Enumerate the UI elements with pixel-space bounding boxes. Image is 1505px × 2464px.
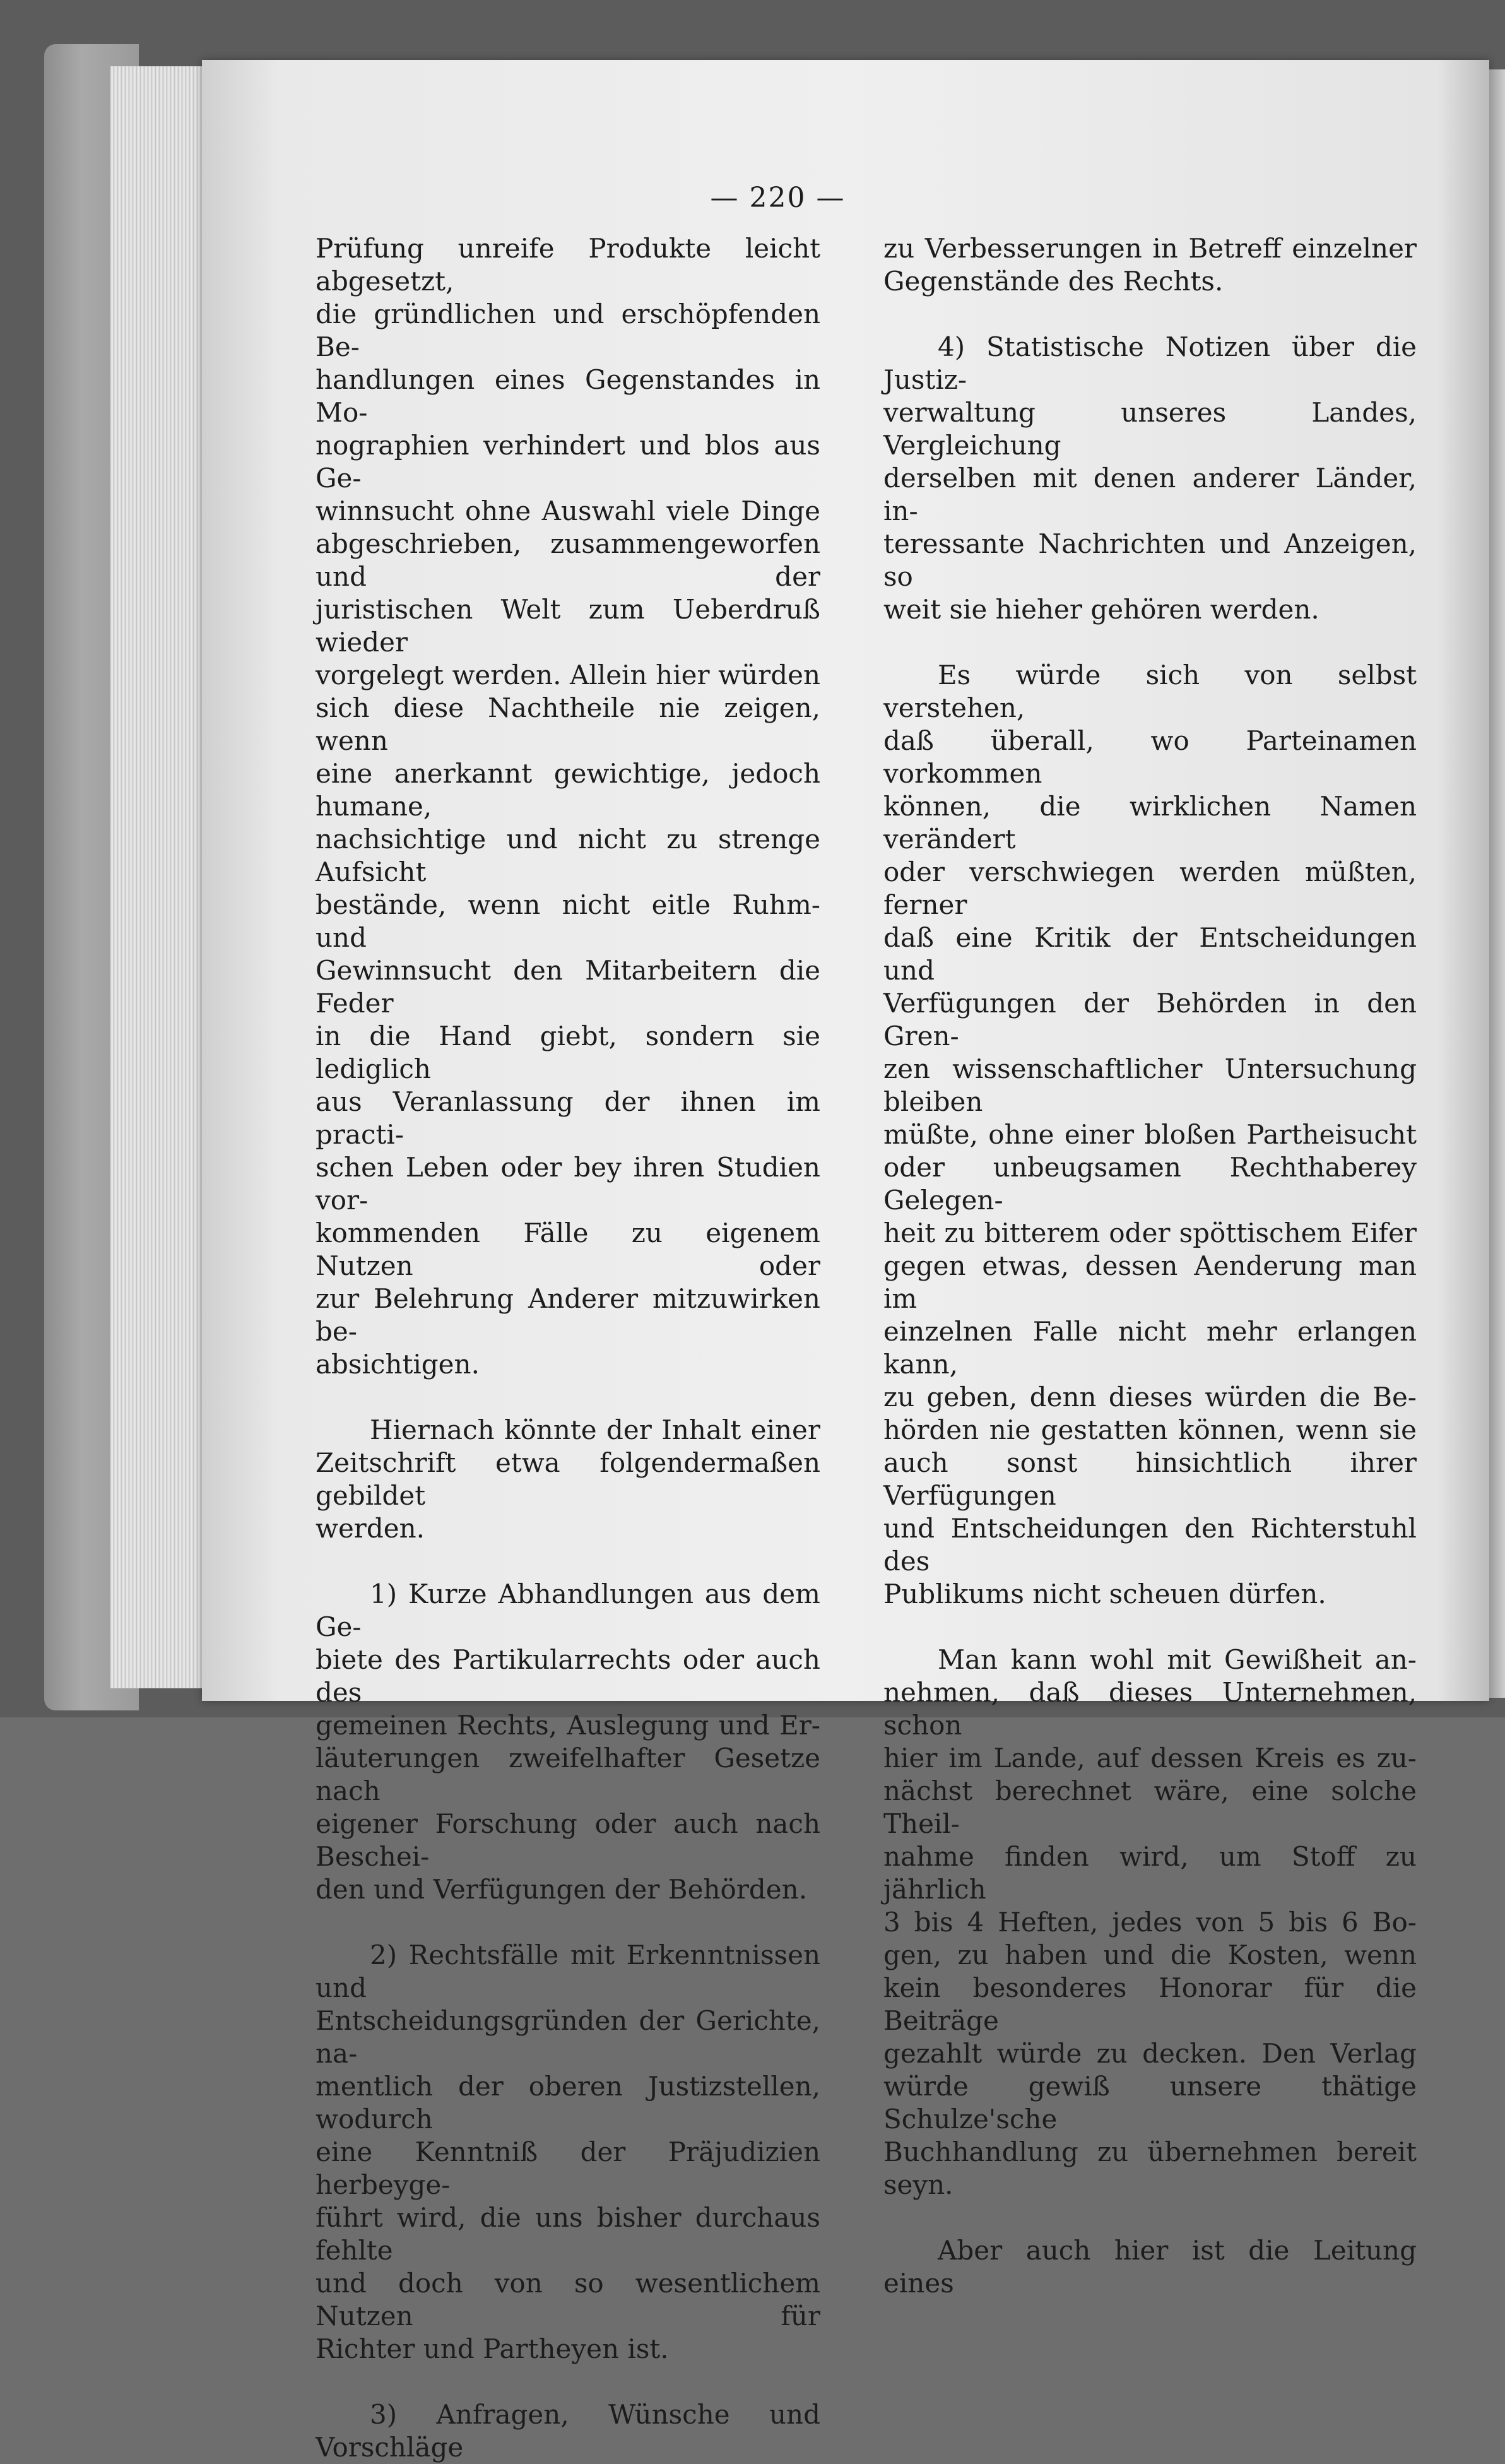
text-line: auch sonst hinsichtlich ihrer Verfügungen bbox=[883, 1447, 1417, 1511]
text-line: absichtigen. bbox=[316, 1349, 480, 1380]
text-line: und doch von so wesentlichem Nutzen für bbox=[316, 2268, 820, 2331]
text-line: Richter und Partheyen ist. bbox=[316, 2333, 669, 2364]
text-line: gezahlt würde zu decken. Den Verlag bbox=[883, 2038, 1417, 2069]
text-line: daß eine Kritik der Entscheidungen und bbox=[883, 922, 1417, 986]
left-column bbox=[316, 232, 820, 2464]
text-line: Gegenstände des Rechts. bbox=[883, 266, 1224, 297]
text-line: 3) Anfragen, Wünsche und Vorschläge bbox=[316, 2399, 820, 2463]
text-line: eine anerkannt gewichtige, jedoch humane, bbox=[316, 758, 820, 822]
text-line: gen, zu haben und die Kosten, wenn bbox=[883, 1940, 1417, 1970]
text-line: abgeschrieben, zusammengeworfen und der bbox=[316, 528, 820, 592]
paragraph bbox=[316, 2398, 820, 2464]
text-line: Hiernach könnte der Inhalt einer bbox=[370, 1414, 820, 1445]
text-line: zu geben, denn dieses würden die Be- bbox=[883, 1382, 1417, 1413]
text-line: Man kann wohl mit Gewißheit an- bbox=[938, 1644, 1417, 1675]
text-line: müßte, ohne einer bloßen Partheisucht bbox=[883, 1119, 1417, 1150]
paragraph bbox=[316, 1939, 820, 2366]
text-line: führt wird, die uns bisher durchaus fehlte bbox=[316, 2202, 820, 2266]
paragraph bbox=[316, 232, 820, 1381]
text-line: mentlich der oberen Justizstellen, wodurch bbox=[316, 2071, 820, 2135]
text-line: Gewinnsucht den Mitarbeitern die Feder bbox=[316, 955, 820, 1019]
text-line: nächst berechnet wäre, eine solche Theil- bbox=[883, 1775, 1417, 1839]
page-edges bbox=[110, 66, 205, 1688]
text-line: gemeinen Rechts, Auslegung und Er- bbox=[316, 1710, 820, 1741]
text-line: winnsucht ohne Auswahl viele Dinge bbox=[316, 495, 820, 526]
text-line: Es würde sich von selbst verstehen, bbox=[883, 660, 1417, 723]
text-line: nographien verhindert und blos aus Ge- bbox=[316, 430, 820, 494]
text-line: kommenden Fälle zu eigenem Nutzen oder bbox=[316, 1217, 820, 1281]
page-number: — 220 — bbox=[710, 182, 846, 214]
text-line: Verfügungen der Behörden in den Gren- bbox=[883, 988, 1417, 1051]
text-line: oder unbeugsamen Rechthaberey Gelegen- bbox=[883, 1152, 1417, 1216]
text-line: eine Kenntniß der Präjudizien herbeyge- bbox=[316, 2136, 820, 2200]
text-line: weit sie hieher gehören werden. bbox=[883, 594, 1319, 625]
paragraph bbox=[883, 1644, 1417, 2201]
text-line: gegen etwas, dessen Aenderung man im bbox=[883, 1250, 1417, 1314]
text-line: teressante Nachrichten und Anzeigen, so bbox=[883, 528, 1417, 592]
text-line: werden. bbox=[316, 1513, 425, 1544]
text-line: nehmen, daß dieses Unternehmen, schon bbox=[883, 1677, 1417, 1741]
text-line: eigener Forschung oder auch nach Beschei- bbox=[316, 1808, 820, 1872]
text-line: hier im Lande, auf dessen Kreis es zu- bbox=[883, 1743, 1417, 1774]
right-column bbox=[883, 232, 1417, 2300]
text-line: verwaltung unseres Landes, Vergleichung bbox=[883, 397, 1417, 461]
text-line: Prüfung unreife Produkte leicht abgesetzt, bbox=[316, 233, 820, 297]
text-line: Publikums nicht scheuen dürfen. bbox=[883, 1578, 1326, 1609]
text-line: und Entscheidungen den Richterstuhl des bbox=[883, 1513, 1417, 1577]
paragraph bbox=[316, 1578, 820, 1906]
text-line: 3 bis 4 Heften, jedes von 5 bis 6 Bo- bbox=[883, 1907, 1417, 1938]
text-line: läuterungen zweifelhafter Gesetze nach bbox=[316, 1743, 820, 1806]
text-line: in die Hand giebt, sondern sie lediglich bbox=[316, 1021, 820, 1084]
text-line: zu Verbesserungen in Betreff einzelner bbox=[883, 233, 1417, 264]
paragraph bbox=[316, 1414, 820, 1545]
text-line: können, die wirklichen Namen verändert bbox=[883, 791, 1417, 855]
text-line: Entscheidungsgründen der Gerichte, na- bbox=[316, 2005, 820, 2069]
text-line: juristischen Welt zum Ueberdruß wieder bbox=[316, 594, 820, 658]
paragraph bbox=[883, 232, 1417, 298]
text-line: 2) Rechtsfälle mit Erkenntnissen und bbox=[316, 1940, 820, 2003]
text-line: Aber auch hier ist die Leitung eines bbox=[883, 2235, 1417, 2299]
text-line: 1) Kurze Abhandlungen aus dem Ge- bbox=[316, 1578, 820, 1642]
text-line: einzelnen Falle nicht mehr erlangen kann, bbox=[883, 1316, 1417, 1380]
text-line: 4) Statistische Notizen über die Justiz- bbox=[883, 331, 1417, 395]
paragraph bbox=[883, 659, 1417, 1611]
text-line: biete des Partikularrechts oder auch des bbox=[316, 1644, 820, 1708]
text-line: aus Veranlassung der ihnen im practi- bbox=[316, 1086, 820, 1150]
text-line: zen wissenschaftlicher Untersuchung bleiben bbox=[883, 1053, 1417, 1117]
text-line: oder verschwiegen werden müßten, ferner bbox=[883, 856, 1417, 920]
text-line: zur Belehrung Anderer mitzuwirken be- bbox=[316, 1283, 820, 1347]
text-line: derselben mit denen anderer Länder, in- bbox=[883, 463, 1417, 526]
text-line: nachsichtige und nicht zu strenge Aufsicht bbox=[316, 824, 820, 887]
text-line: sich diese Nachtheile nie zeigen, wenn bbox=[316, 692, 820, 756]
next-page-edge bbox=[1489, 69, 1505, 1698]
text-line: nahme finden wird, um Stoff zu jährlich bbox=[883, 1841, 1417, 1905]
text-line: handlungen eines Gegenstandes in Mo- bbox=[316, 364, 820, 428]
text-line: bestände, wenn nicht eitle Ruhm- und bbox=[316, 889, 820, 953]
text-line: vorgelegt werden. Allein hier würden bbox=[316, 660, 820, 690]
text-line: Buchhandlung zu übernehmen bereit seyn. bbox=[883, 2136, 1417, 2200]
text-line: daß überall, wo Parteinamen vorkommen bbox=[883, 725, 1417, 789]
text-line: die gründlichen und erschöpfenden Be- bbox=[316, 299, 820, 362]
text-line: heit zu bitterem oder spöttischem Eifer bbox=[883, 1217, 1417, 1248]
text-line: den und Verfügungen der Behörden. bbox=[316, 1874, 808, 1905]
text-line: hörden nie gestatten können, wenn sie bbox=[883, 1414, 1417, 1445]
paragraph bbox=[883, 2234, 1417, 2300]
text-line: schen Leben oder bey ihren Studien vor- bbox=[316, 1152, 820, 1216]
text-line: würde gewiß unsere thätige Schulze'sche bbox=[883, 2071, 1417, 2135]
text-line: Zeitschrift etwa folgendermaßen gebildet bbox=[316, 1447, 820, 1511]
text-line: kein besonderes Honorar für die Beiträge bbox=[883, 1972, 1417, 2036]
paragraph bbox=[883, 331, 1417, 626]
